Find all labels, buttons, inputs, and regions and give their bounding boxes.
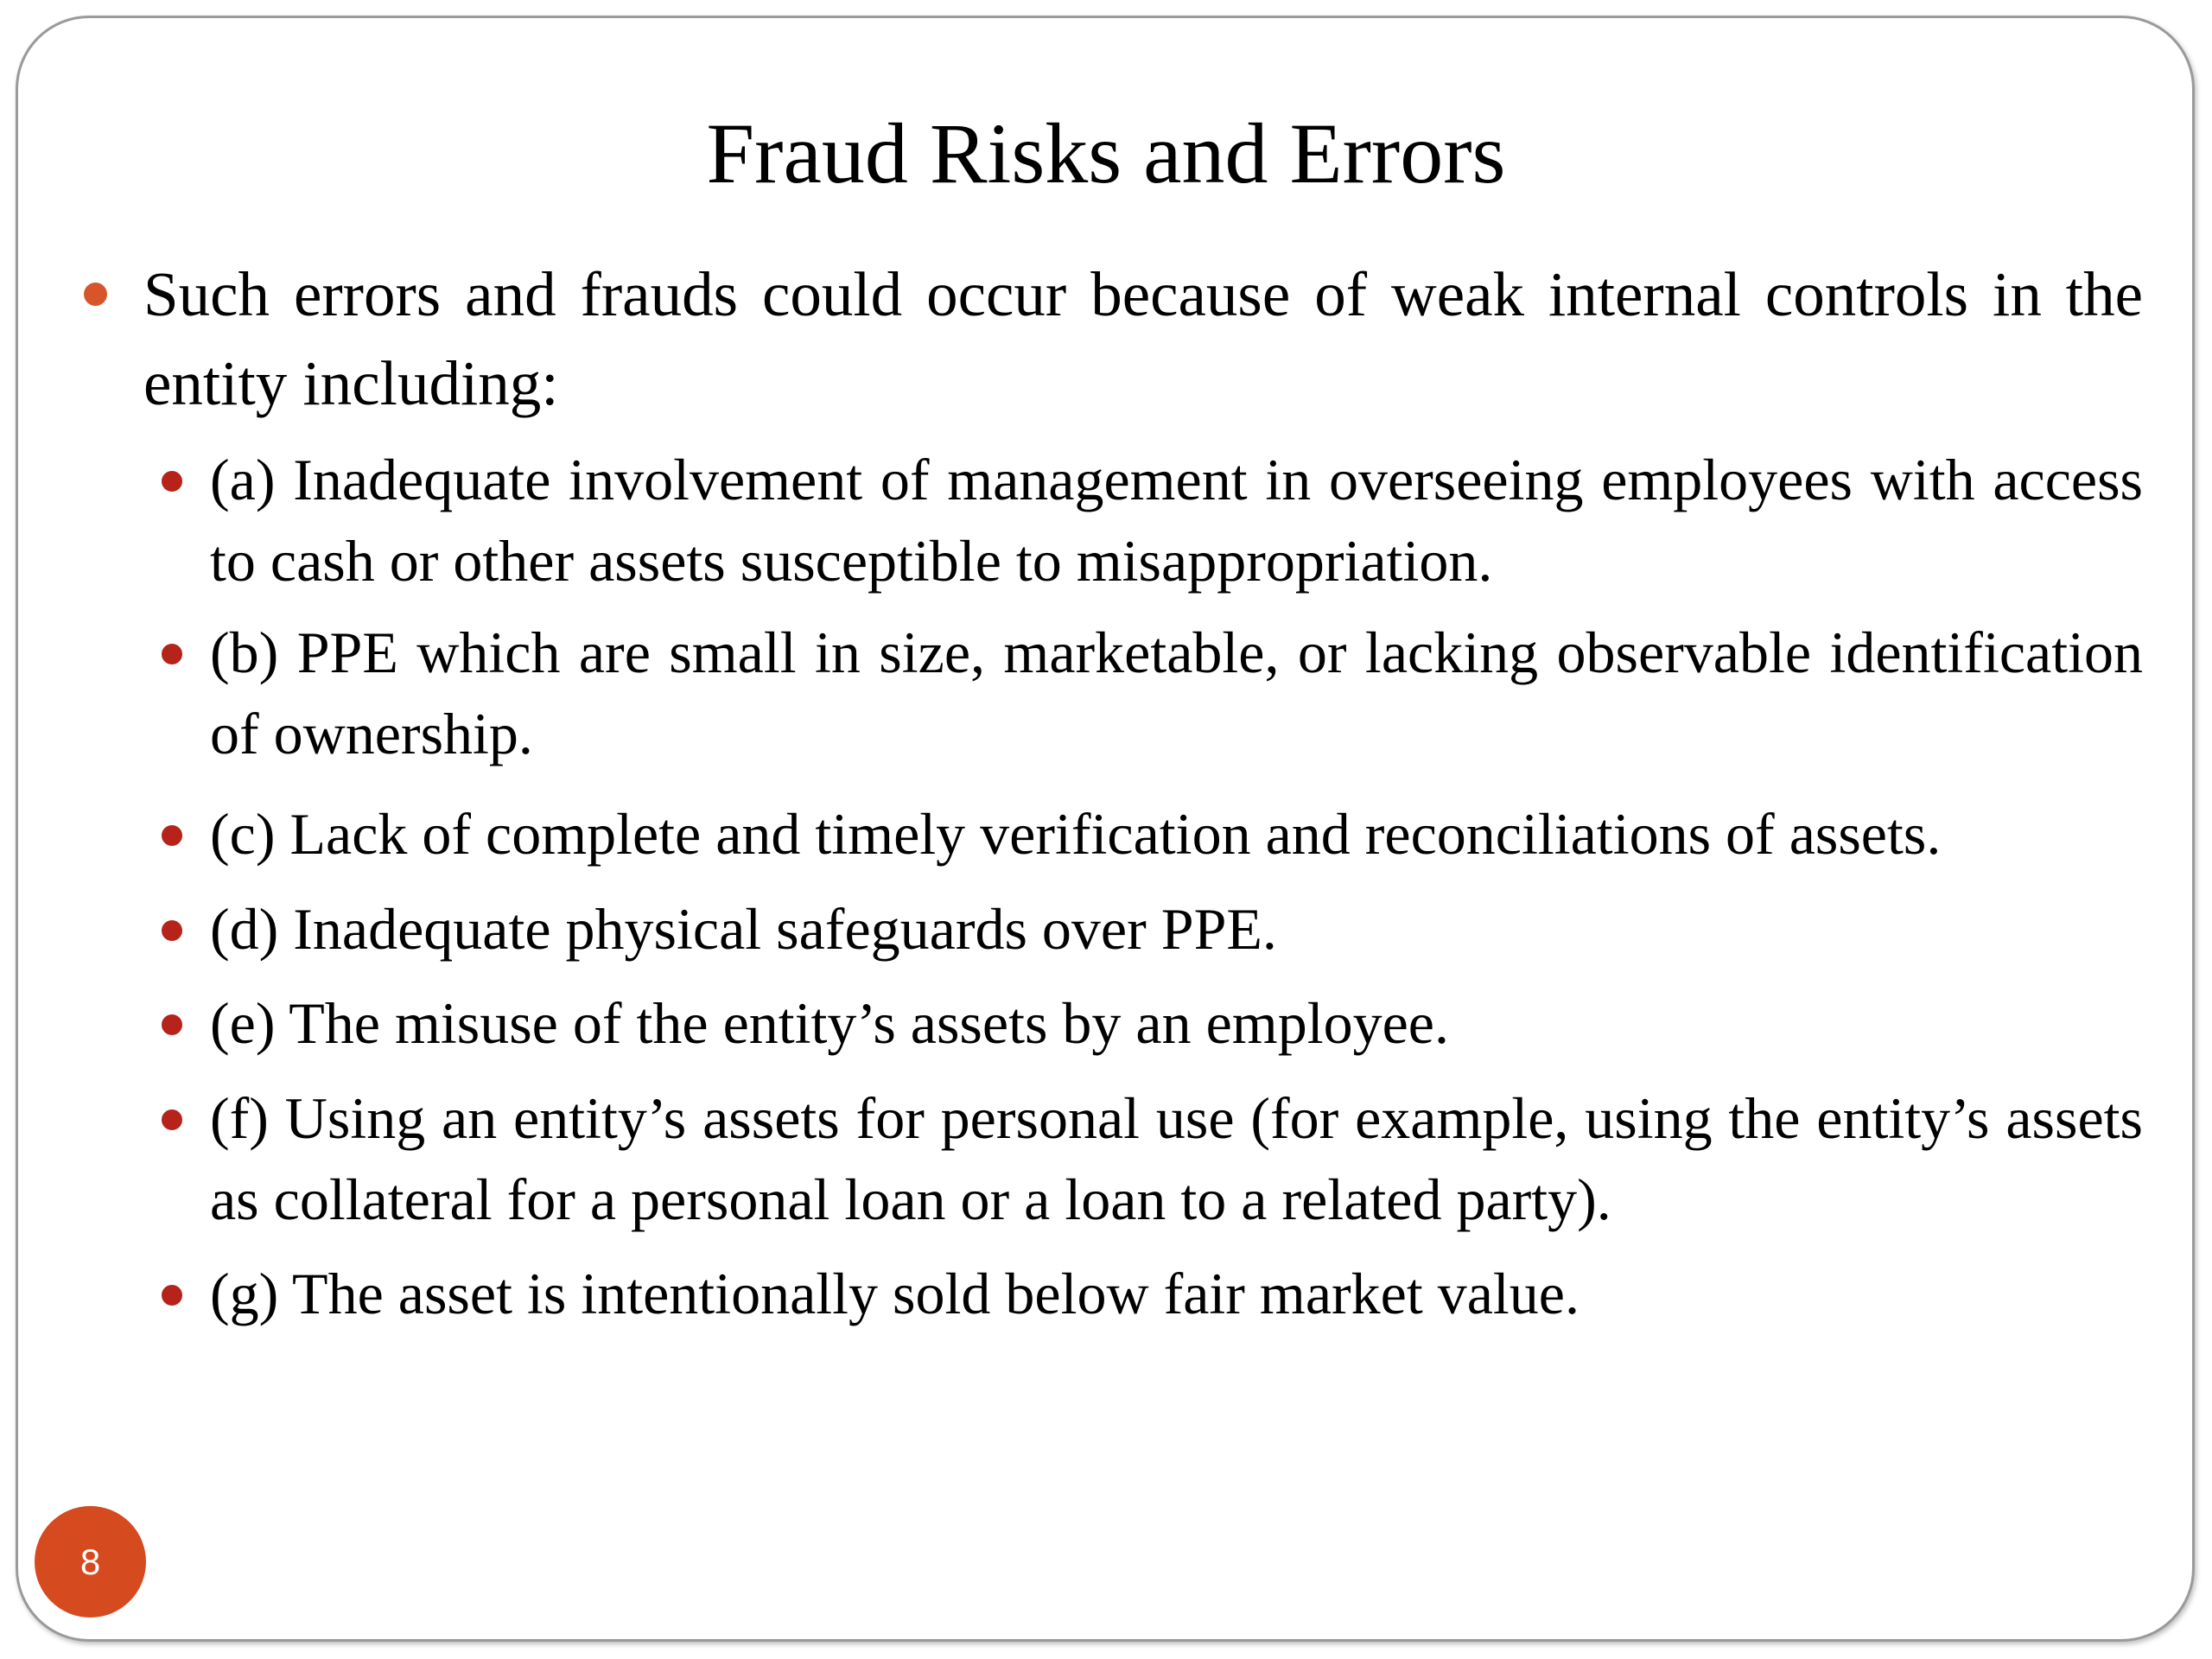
list-item-d: (d) Inadequate physical safeguards over PPE. [210, 896, 1277, 962]
intro-bullet-text: Such errors and frauds could occur because of weak internal controls in the entity including: [143, 259, 2143, 418]
list-item-g: (g) The asset is intentionally sold below fair market value. [210, 1261, 1580, 1326]
list-item-b: (b) PPE which are small in size, marketable, or lacking observable identification of ownership. [210, 620, 2143, 766]
page-number-badge: 8 [35, 1506, 146, 1618]
bullet-dot-icon [162, 644, 182, 664]
list-item-f: (f) Using an entity’s assets for personal use (for example, using the entity’s assets as collateral for a personal loan or a loan to a related party). [210, 1085, 2143, 1232]
slide-title: Fraud Risks and Errors [706, 105, 1506, 201]
list-item-c: (c) Lack of complete and timely verification and reconciliations of assets. [210, 801, 1942, 867]
list-item-a: (a) Inadequate involvement of management in overseeing employees with access to cash or other assets susceptible to misappropriation. [210, 447, 2143, 594]
bullet-dot-icon [162, 1285, 182, 1306]
bullet-dot-icon [162, 825, 182, 846]
bullet-dot-icon [162, 471, 182, 492]
bullet-dot-icon [84, 283, 107, 306]
bullet-dot-icon [162, 1109, 182, 1130]
bullet-dot-icon [162, 920, 182, 941]
list-item-e: (e) The misuse of the entity’s assets by an employee. [210, 990, 1449, 1056]
bullet-dot-icon [162, 1014, 182, 1035]
